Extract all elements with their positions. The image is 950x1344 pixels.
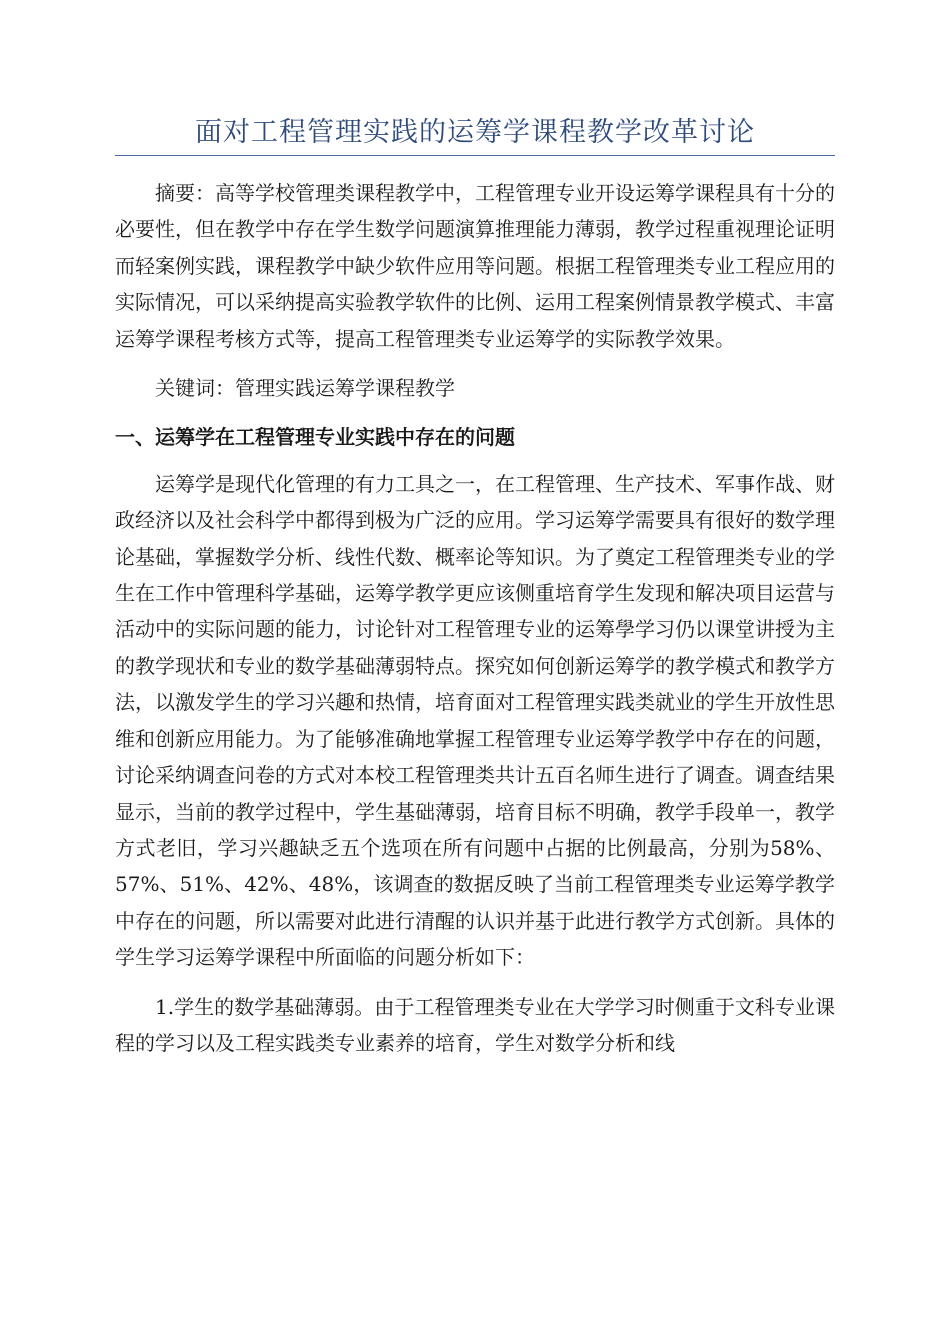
abstract-paragraph: 摘要：高等学校管理类课程教学中，工程管理专业开设运筹学课程具有十分的必要性，但在教学中存在学生数学问题演算推理能力薄弱，教学过程重视理论证明而轻案例实践，课程教学中缺少软件应用等问题。根据工程管理类专业工程应用的实际情况，可以采纳提高实验教学软件的比例、运用工程案例情景教学模式、丰富运筹学课程考核方式等，提高工程管理类专业运筹学的实际教学效果。 (115, 181, 835, 351)
body-paragraph: 运筹学是现代化管理的有力工具之一，在工程管理、生产技术、军事作战、财政经济以及社会科学中都得到极为广泛的应用。学习运筹学需要具有很好的数学理论基础，掌握数学分析、线性代数、概率论等知识。为了奠定工程管理类专业的学生在工作中管理科学基础，运筹学教学更应该侧重培育学生发现和解决项目运营与活动中的实际问题的能力，讨论针对工程管理专业的运筹學学习仍以课堂讲授为主的教学现状和专业的数学基础薄弱特点。探究如何创新运筹学的教学模式和教学方法，以激发学生的学习兴趣和热情，培育面对工程管理实践类就业的学生开放性思维和创新应用能力。为了能够准确地掌握工程管理专业运筹学教学中存在的问题，讨论采纳调查问卷的方式对本校工程管理类共计五百名师生进行了调查。调查结果显示，当前的教学过程中，学生基础薄弱，培育目标不明确，教学手段单一，教学方式老旧，学习兴趣缺乏五个选项在所有问题中占据的比例最高，分别为58%、57%、51%、42%、48%，该调查的数据反映了当前工程管理类专业运筹学教学中存在的问题，所以需要对此进行清醒的认识并基于此进行教学方式创新。具体的学生学习运筹学课程中所面临的问题分析如下： (115, 471, 835, 970)
body-paragraph-numbered: 1.学生的数学基础薄弱。由于工程管理类专业在大学学习时侧重于文科专业课程的学习以及工程实践类专业素养的培育，学生对数学分析和线 (115, 994, 835, 1055)
section-heading: 一、运筹学在工程管理专业实践中存在的问题 (115, 425, 515, 450)
keywords-paragraph: 关键词：管理实践运筹学课程教学 (155, 376, 455, 401)
document-body (115, 175, 835, 1074)
title-underline (115, 155, 835, 156)
document-title: 面对工程管理实践的运筹学课程教学改革讨论 (195, 117, 755, 148)
